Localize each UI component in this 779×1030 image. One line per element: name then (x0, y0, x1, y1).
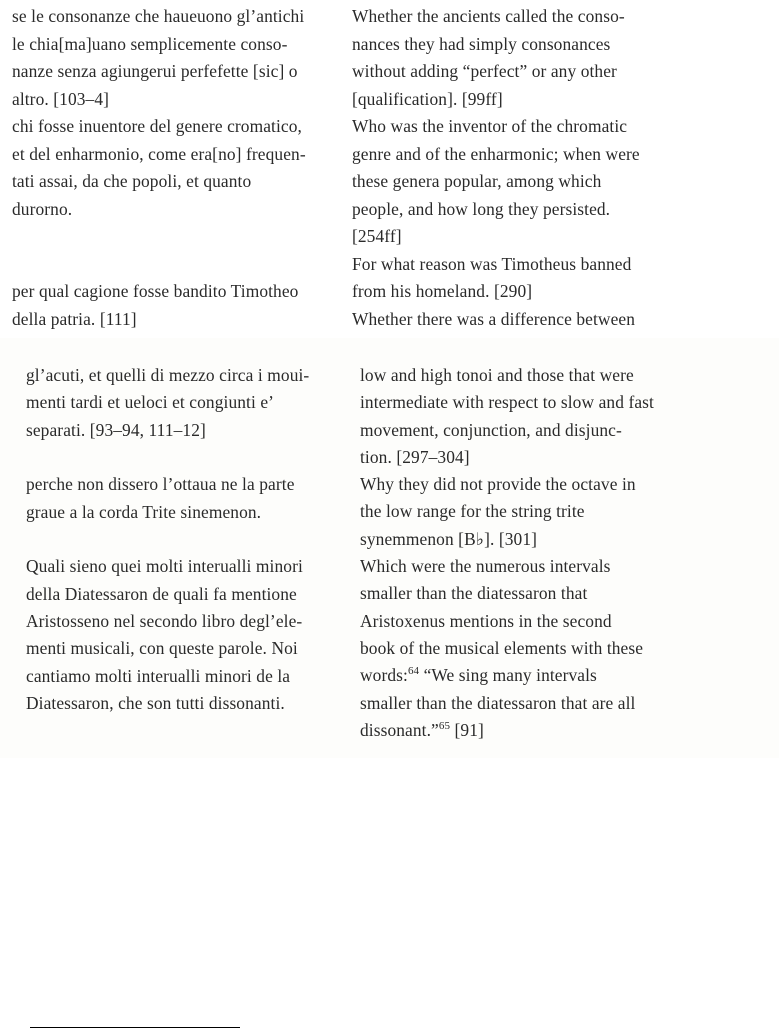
footnote-rule (30, 1027, 240, 1028)
text-line: per qual cagione fosse bandito Timotheo (12, 281, 299, 301)
text-fragment: [91] (450, 719, 484, 740)
text-line: della patria. [111] (12, 308, 137, 329)
english-entry-5 (360, 471, 654, 553)
text-line: et del enharmonio, come era[no] frequen- (12, 143, 306, 164)
text-line: Whether the ancients called the conso- (352, 6, 625, 26)
italian-entry-4-cont (26, 362, 309, 444)
text-line: [254ff] (352, 226, 402, 246)
text-line: Aristoxenus mentions in the second (360, 610, 612, 631)
text-line: smaller than the diatessaron that (360, 583, 588, 604)
text-line: Diatessaron, che son tutti dissonanti. (26, 692, 285, 713)
text-line: gl’acuti, et quelli di mezzo circa i moui- (26, 365, 310, 385)
text-line: altro. [103–4] (12, 88, 110, 109)
text-line: della Diatessaron de quali fa mentione (26, 583, 297, 604)
text-line: nanze senza agiungerui perfefette [sic] o (12, 61, 298, 81)
english-entry-1 (352, 3, 640, 113)
text-line: graue a la corda Trite sinemenon. (26, 501, 262, 522)
text-line: smaller than the diatessaron that are all (360, 692, 636, 713)
italian-entry-6 (26, 553, 309, 717)
text-line: tion. [297–304] (360, 446, 470, 467)
text-line: le chia[ma]uano semplicemente conso- (12, 33, 288, 54)
text-line: genre and of the enharmonic; when were (352, 143, 640, 164)
italian-column-top (12, 3, 306, 361)
text-line: people, and how long they persisted. (352, 198, 611, 219)
text-line: low and high tonoi and those that were (360, 365, 634, 385)
english-column-top (352, 3, 640, 333)
english-entry-3 (352, 251, 640, 306)
text-line: chi fosse inuentore del genere cromatico, (12, 116, 302, 136)
text-line: Whether there was a difference between (352, 308, 636, 329)
text-line: these genera popular, among which (352, 171, 602, 191)
text-fragment: words: (360, 665, 408, 686)
english-entry-2 (352, 113, 640, 251)
text-line: durorno. (12, 198, 73, 219)
text-fragment: “We sing many intervals (419, 665, 597, 686)
text-line: Aristosseno nel secondo libro degl’ele- (26, 611, 303, 632)
footnote-marker[interactable]: 64 (407, 665, 420, 678)
text-line (360, 662, 654, 689)
text-line: synemmenon [B♭]. [301] (360, 528, 538, 549)
text-line: the low range for the string trite (360, 501, 585, 522)
text-line: Which were the numerous intervals (360, 556, 611, 577)
text-line: tati assai, da che popoli, et quanto (12, 171, 252, 191)
text-line: book of the musical elements with these (360, 637, 644, 658)
text-line (360, 717, 654, 744)
text-line: nances they had simply consonances (352, 33, 611, 54)
english-entry-4 (352, 306, 640, 334)
text-line: Who was the inventor of the chromatic (352, 116, 628, 136)
text-line: For what reason was Timotheus banned (352, 253, 632, 274)
text-line: [qualification]. [99ff] (352, 88, 503, 109)
top-section (0, 0, 779, 335)
text-line: intermediate with respect to slow and fast (360, 392, 654, 413)
text-line: menti musicali, con queste parole. Noi (26, 638, 298, 659)
english-entry-6 (360, 553, 654, 744)
text-line: menti tardi et ueloci et congiunti e’ (26, 392, 275, 413)
text-line: separati. [93–94, 111–12] (26, 419, 206, 440)
text-line: cantiamo molti interualli minori de la (26, 665, 291, 686)
text-line: perche non dissero l’ottaua ne la parte (26, 474, 295, 495)
italian-entry-2 (12, 113, 306, 223)
text-line: from his homeland. [290] (352, 281, 533, 301)
text-line: Quali sieno quei molti interualli minori (26, 556, 303, 577)
english-column-bottom (360, 362, 654, 744)
footnote-marker[interactable]: 65 (438, 720, 451, 733)
text-fragment: dissonant.” (360, 719, 439, 740)
italian-entry-1 (12, 3, 306, 113)
english-entry-4-cont (360, 362, 654, 471)
italian-entry-5 (26, 471, 309, 526)
italian-entry-3 (12, 278, 306, 333)
text-line: se le consonanze che haueuono gl’antichi (12, 6, 305, 26)
italian-column-bottom (26, 362, 309, 717)
text-line: without adding “perfect” or any other (352, 61, 617, 81)
bottom-section (0, 338, 779, 758)
text-line: Why they did not provide the octave in (360, 474, 636, 495)
text-line: movement, conjunction, and disjunc- (360, 419, 622, 440)
